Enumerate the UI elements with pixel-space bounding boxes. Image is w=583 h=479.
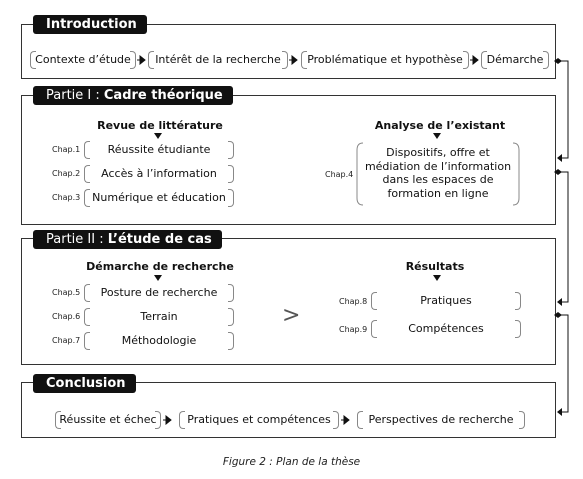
chap4-label: Chap.4 bbox=[325, 170, 354, 179]
chap2-label: Chap.2 bbox=[52, 169, 81, 178]
chap1-label: Chap.1 bbox=[52, 145, 81, 154]
arrow-right-icon bbox=[341, 415, 351, 425]
chap3-label: Chap.3 bbox=[52, 193, 81, 202]
chap6-item: Terrain bbox=[84, 310, 234, 324]
partie2-right-header: Résultats bbox=[405, 260, 465, 273]
chap1-item: Réussite étudiante bbox=[84, 143, 234, 157]
intro-step-demarche: Démarche bbox=[481, 53, 549, 67]
concl-step-pratiques: Pratiques et compétences bbox=[179, 413, 339, 427]
arrow-right-icon bbox=[163, 415, 173, 425]
concl-step-perspectives: Perspectives de recherche bbox=[357, 413, 525, 427]
down-triangle-icon bbox=[154, 133, 162, 139]
intro-step-contexte: Contexte d’étude bbox=[30, 53, 136, 67]
conclusion-title: Conclusion bbox=[33, 374, 136, 393]
intro-step-interet: Intérêt de la recherche bbox=[148, 53, 288, 67]
chap8-label: Chap.8 bbox=[339, 297, 368, 306]
partie1-title-prefix: Partie I : bbox=[46, 88, 104, 103]
arrow-right-icon bbox=[289, 55, 299, 65]
partie1-right-header: Analyse de l’existant bbox=[374, 119, 506, 132]
partie2-left-header: Démarche de recherche bbox=[86, 260, 234, 273]
partie1-left-header: Revue de littérature bbox=[97, 119, 223, 132]
chap4-text bbox=[356, 146, 520, 200]
intro-step-problematique: Problématique et hypothèse bbox=[301, 53, 469, 67]
concl-step-reussite: Réussite et échec bbox=[55, 413, 161, 427]
introduction-title: Introduction bbox=[33, 15, 147, 34]
down-triangle-icon bbox=[154, 275, 162, 281]
down-triangle-icon bbox=[433, 275, 441, 281]
figure-caption: Figure 2 : Plan de la thèse bbox=[222, 456, 361, 468]
chap9-label: Chap.9 bbox=[339, 325, 368, 334]
chevron-right-icon: > bbox=[282, 303, 301, 328]
chap3-item: Numérique et éducation bbox=[84, 191, 234, 205]
chap4-line: dans les espaces de bbox=[382, 173, 494, 186]
partie1-title bbox=[33, 86, 233, 105]
chap4-line: Dispositifs, offre et bbox=[386, 146, 490, 159]
chap8-item: Pratiques bbox=[371, 294, 521, 308]
partie2-title-bold: L’étude de cas bbox=[107, 232, 212, 247]
partie2-title bbox=[33, 230, 222, 249]
chap5-item: Posture de recherche bbox=[84, 286, 234, 300]
chap2-item: Accès à l’information bbox=[84, 167, 234, 181]
chap9-item: Compétences bbox=[371, 322, 521, 336]
section-connectors bbox=[540, 40, 583, 420]
chap5-label: Chap.5 bbox=[52, 288, 81, 297]
chap7-item: Méthodologie bbox=[84, 334, 234, 348]
down-triangle-icon bbox=[433, 133, 441, 139]
partie1-title-bold: Cadre théorique bbox=[103, 88, 223, 103]
arrow-right-icon bbox=[137, 55, 147, 65]
chap7-label: Chap.7 bbox=[52, 336, 81, 345]
chap4-line: formation en ligne bbox=[387, 186, 489, 200]
partie2-title-prefix: Partie II : bbox=[46, 232, 108, 247]
chap4-line: médiation de l’information bbox=[364, 159, 512, 173]
arrow-right-icon bbox=[470, 55, 480, 65]
chap6-label: Chap.6 bbox=[52, 312, 81, 321]
